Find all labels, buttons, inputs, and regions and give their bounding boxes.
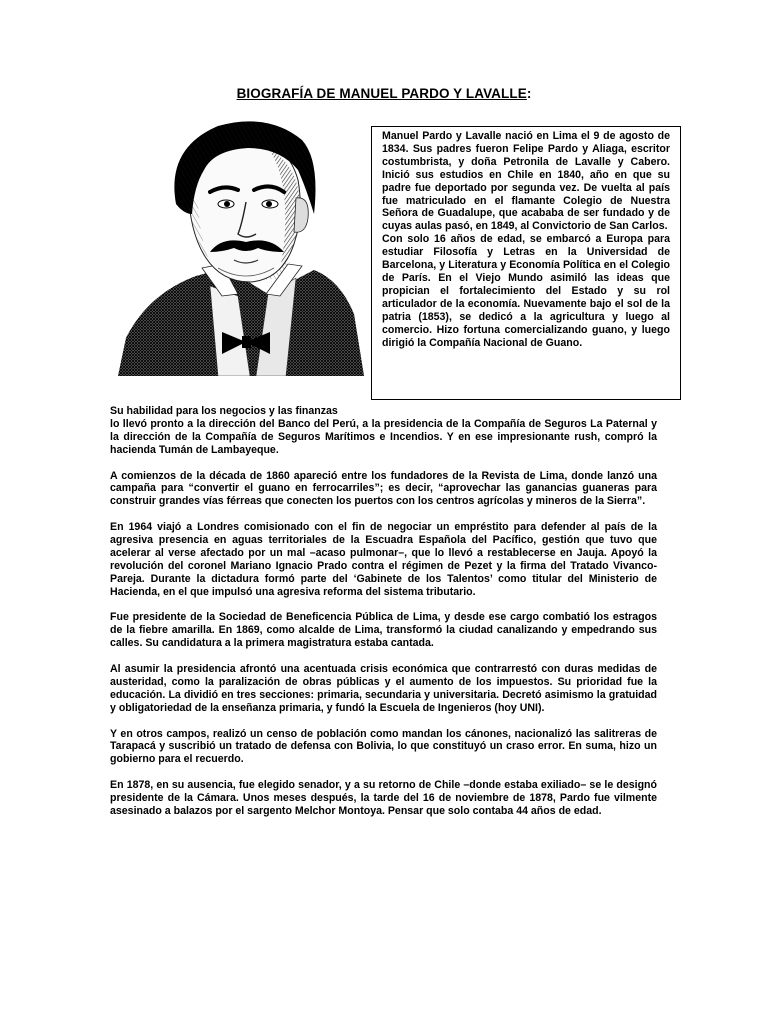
biography-body bbox=[110, 405, 657, 831]
body-paragraph-2: A comienzos de la década de 1860 apareció entre los fundadores de la Revista de Lima, donde lanzó una campaña para “convertir el guano en ferrocarriles”; es decir, “aprovechar las ganancias guaneras para construir grandes vías férreas que conecten los puertos con los centros agrícolas y mineros de la Sierra”. bbox=[110, 469, 657, 508]
document-title-suffix: : bbox=[526, 86, 532, 101]
body-paragraph-1 bbox=[110, 405, 657, 457]
body-paragraph-7: En 1878, en su ausencia, fue elegido senador, y a su retorno de Chile –donde estaba exiliado– se le designó presidente de la Cámara. Unos meses después, la tarde del 16 de noviembre de 1878, Pardo fue vilmente asesinado a balazos por el sargento Melchor Montoya. Pensar que solo contaba 44 años de edad. bbox=[110, 779, 657, 817]
body-paragraph-1-text: lo llevó pronto a la dirección del Banco del Perú, a la presidencia de la Compañía de Seguros La Paternal y la dirección de la Compañía de Seguros Marítimos e Incendios. Y en ese impresionante rush, compró la hacienda Tumán de Lambayeque. bbox=[110, 417, 657, 456]
lead-line: Su habilidad para los negocios y las finanzas bbox=[110, 405, 338, 417]
document-title bbox=[0, 86, 768, 101]
document-title-main: BIOGRAFÍA DE MANUEL PARDO Y LAVALLE bbox=[236, 86, 527, 101]
body-paragraph-4: Fue presidente de la Sociedad de Beneficencia Pública de Lima, y desde ese cargo combatió los estragos de la fiebre amarilla. En 1869, como alcalde de Lima, transformó la ciudad canalizando y empedrando sus calles. Su candidatura a la primera magistratura estaba cantada. bbox=[110, 611, 657, 650]
portrait-engraving-icon bbox=[118, 118, 364, 376]
body-paragraph-6: Y en otros campos, realizó un censo de población como mandan los cánones, nacionalizó las salitreras de Tarapacá y suscribió un tratado de defensa con Bolivia, lo que constituyó un craso error. En suma, hizo un gobierno para el recuerdo. bbox=[110, 727, 657, 766]
body-paragraph-5: Al asumir la presidencia afrontó una acentuada crisis económica que contrarrestó con duras medidas de austeridad, como la paralización de obras públicas y el aumento de los impuestos. Su prioridad fue la educación. La dividió en tres secciones: primaria, secundaria y universitaria. Decretó asimismo la gratuidad y obligatoriedad de la enseñanza primaria, y fundó la Escuela de Ingenieros (hoy UNI). bbox=[110, 663, 657, 714]
box-paragraph-1: Manuel Pardo y Lavalle nació en Lima el 9 de agosto de 1834. Sus padres fueron Felipe Pardo y Aliaga, escritor costumbrista, y doña Petronila de Lavalle y Cabero. Inició sus estudios en Chile en 1840, año en que su padre fue deportado por segunda vez. De vuelta al país fue matriculado en el flamante Colegio de Nuestra Señora de Guadalupe, que acababa de ser fundado y de cuyas aulas pasó, en 1849, al Convictorio de San Carlos. bbox=[382, 130, 670, 233]
body-paragraph-3: En 1964 viajó a Londres comisionado con el fin de negociar un empréstito para defender al país de la agresiva presencia en aguas territoriales de la Escuadra Española del Pacífico, gestión que tuvo que acelerar al verse afectado por un mal –acaso pulmonar–, que lo llevó a restablecerse en Jauja. Apoyó la revolución del coronel Mariano Ignacio Prado contra el régimen de Pezet y la firma del Tratado Vivanco-Pareja. Durante la dictadura formó parte del ‘Gabinete de los Talentos’ como titular del Ministerio de Hacienda, en el que impulsó una agresiva reforma del sistema tributario. bbox=[110, 521, 657, 598]
biography-intro-box bbox=[371, 126, 681, 400]
box-paragraph-2: Con solo 16 años de edad, se embarcó a Europa para estudiar Filosofía y Letras en la Universidad de Barcelona, y Literatura y Economía Política en el Colegio de París. En el Viejo Mundo asimiló las ideas que propician el fortalecimiento del Estado y su rol articulador de la economía. Nuevamente bajo el sol de la patria (1853), se dedicó a la agricultura y luego al comercio. Hizo fortuna comercializando guano, y luego dirigió la Compañía Nacional de Guano. bbox=[382, 233, 670, 349]
